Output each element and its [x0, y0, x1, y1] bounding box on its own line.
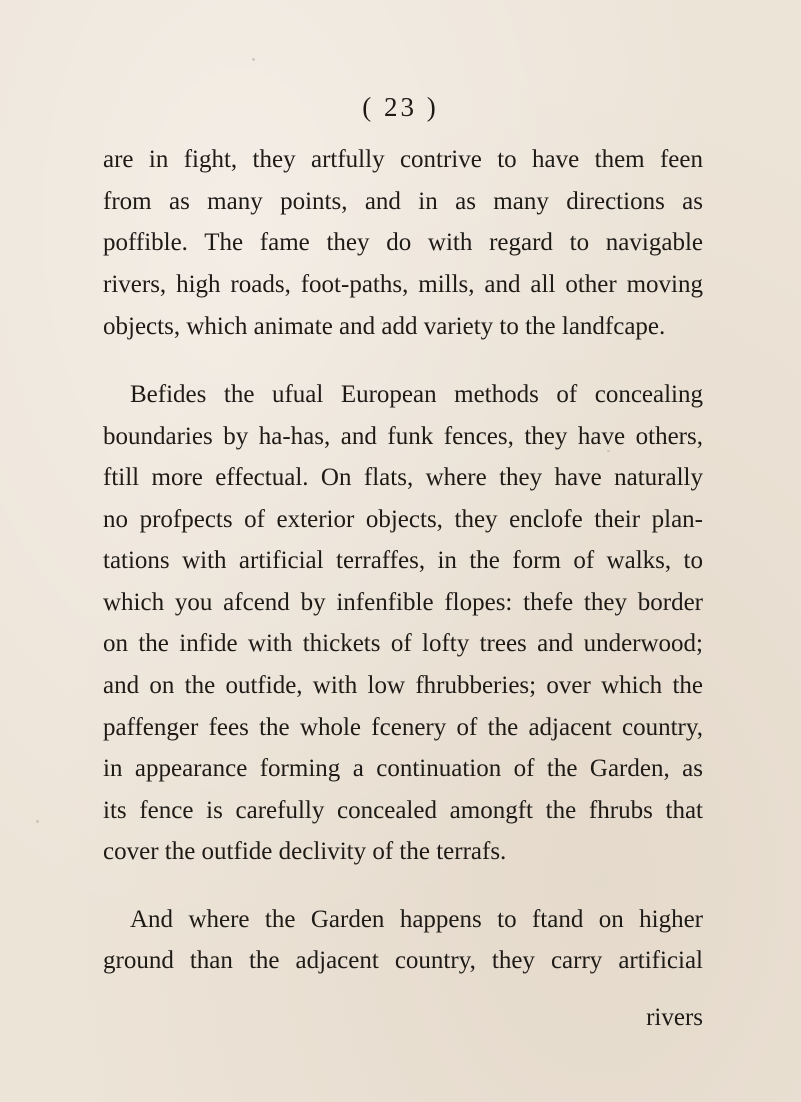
- text-line: rivers, high roads, foot-paths, mills, and all other moving: [103, 271, 703, 298]
- text-line: And where the Garden happens to ftand on higher: [130, 906, 703, 933]
- catchword: rivers: [646, 1004, 703, 1031]
- text-line: ftill more effectual. On flats, where they have naturally: [103, 464, 703, 491]
- text-line: from as many points, and in as many directions as: [103, 188, 703, 215]
- text-line: on the infide with thickets of lofty trees and underwood;: [103, 630, 703, 657]
- page-number: ( 23 ): [362, 92, 439, 122]
- text-line: are in fight, they artfully contrive to have them feen: [103, 146, 703, 173]
- text-line: its fence is carefully concealed amongft the fhrubs that: [103, 797, 703, 824]
- text-line: in appearance forming a continuation of the Garden, as: [103, 755, 703, 782]
- text-line: poffible. The fame they do with regard to navigable: [103, 229, 703, 256]
- text-line: which you afcend by infenfible flopes: thefe they border: [103, 589, 703, 616]
- text-line: Befides the ufual European methods of concealing: [130, 381, 703, 408]
- text-line: no profpects of exterior objects, they enclofe their plan-: [103, 506, 703, 533]
- text-line: tations with artificial terraffes, in the form of walks, to: [103, 547, 703, 574]
- text-line: cover the outfide declivity of the terrafs.: [103, 838, 507, 865]
- text-line: and on the outfide, with low fhrubberies; over which the: [103, 672, 703, 699]
- paper-speck: [36, 820, 39, 823]
- paper-speck: [252, 58, 255, 61]
- text-line: ground than the adjacent country, they carry artificial: [103, 947, 703, 974]
- text-line: boundaries by ha-has, and funk fences, they have others,: [103, 423, 703, 450]
- text-line: objects, which animate and add variety to the landfcape.: [103, 313, 666, 340]
- text-line: paffenger fees the whole fcenery of the adjacent country,: [103, 714, 703, 741]
